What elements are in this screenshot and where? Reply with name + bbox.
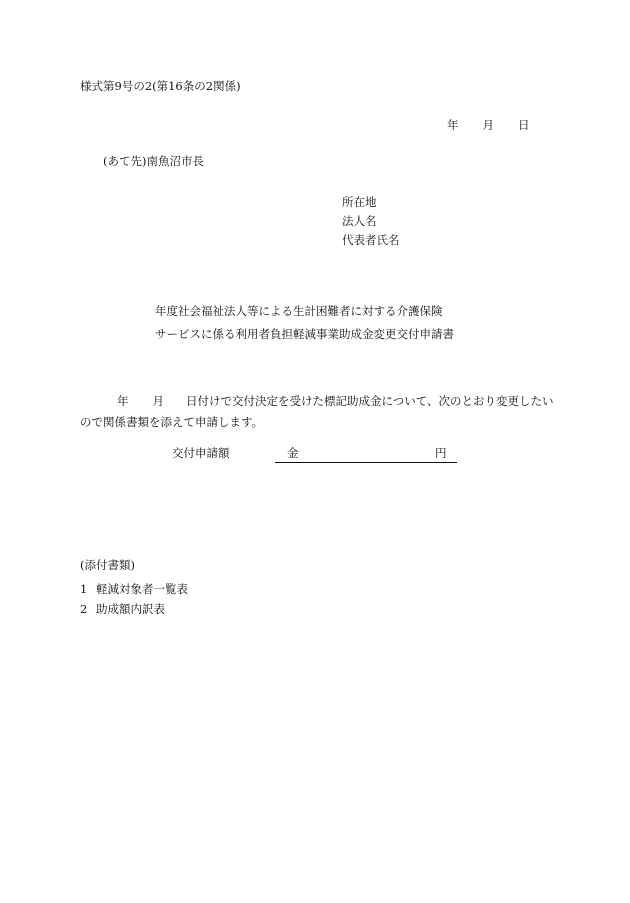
attachment-text: 助成額内訳表 <box>96 602 165 616</box>
addressee: (あて先)南魚沼市長 <box>103 154 204 168</box>
applicant-block <box>342 193 400 250</box>
form-number: 様式第9号の2(第16条の2関係) <box>80 79 241 93</box>
body-month-label: 月 <box>152 394 164 408</box>
date-line <box>447 120 530 132</box>
list-item <box>80 579 188 599</box>
applicant-address-label: 所在地 <box>342 195 377 209</box>
body-line-1: 日付けで交付決定を受けた標記助成金について、次のとおり変更したい <box>186 394 554 408</box>
amount-field[interactable] <box>275 448 457 463</box>
date-month-label: 月 <box>482 118 494 132</box>
list-item <box>80 599 188 619</box>
amount-label: 交付申請額 <box>172 446 230 460</box>
title-line-1: 年度社会福祉法人等による生計困難者に対する介護保険 <box>155 304 443 318</box>
amount-unit: 円 <box>435 446 447 460</box>
amount-prefix: 金 <box>287 446 299 460</box>
applicant-representative-label: 代表者氏名 <box>342 233 400 247</box>
attachment-number: 1 <box>80 582 88 596</box>
attachment-number: 2 <box>80 602 88 616</box>
date-day-label: 日 <box>518 118 530 132</box>
attachment-text: 軽減対象者一覧表 <box>96 582 188 596</box>
attachments-list <box>80 579 188 619</box>
title-line-2: サービスに係る利用者負担軽減事業助成金変更交付申請書 <box>155 327 454 341</box>
document-title <box>155 300 454 346</box>
date-year-label: 年 <box>447 118 459 132</box>
attachments-heading: (添付書類) <box>80 558 135 572</box>
body-year-label: 年 <box>117 394 129 408</box>
body-line-2: ので関係書類を添えて申請します。 <box>80 415 264 429</box>
body-paragraph <box>80 391 554 433</box>
applicant-corporation-label: 法人名 <box>342 214 377 228</box>
